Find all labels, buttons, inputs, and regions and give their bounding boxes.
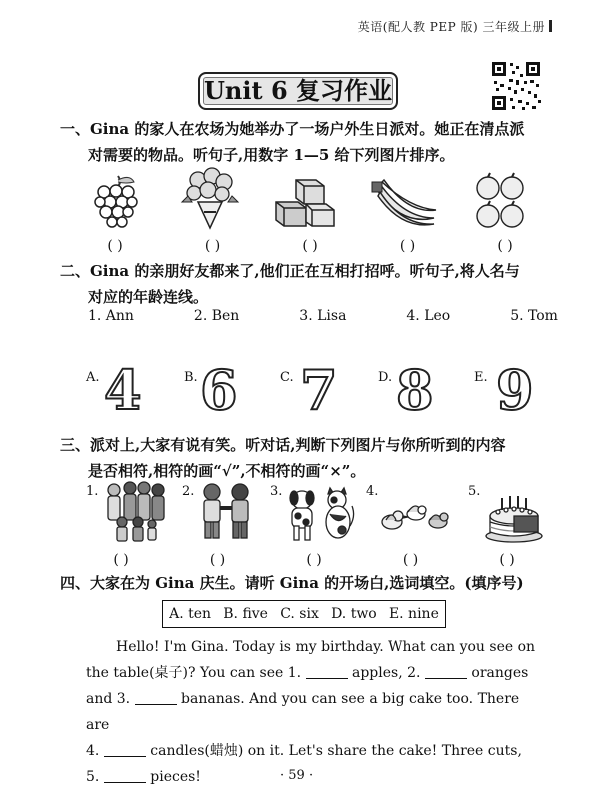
answer-bracket-4[interactable]: ( ) [399,238,416,254]
section1-answer-row [80,238,540,254]
option-item: A. ten [169,606,212,622]
age-letter: A. [86,370,100,385]
passage-text: apples, 2. [352,665,421,681]
blank-field-1[interactable] [306,664,348,679]
handshake-icon [196,482,256,542]
section2-line1: 二、Gina 的亲朋好友都来了,他们正在互相打招呼。听句子,将人名与 [60,262,520,280]
section1-instructions [60,116,524,168]
number-four-icon: 4 [104,358,142,422]
passage-text: candles(蜡烛) on it. Let's share the cake! Three cuts, [150,743,522,759]
passage-line-2 [86,660,546,686]
answer-bracket-2[interactable]: ( ) [204,238,221,254]
blank-field-3[interactable] [135,690,177,705]
section1-line2: 对需要的物品。听句子,用数字 1—5 给下列图片排序。 [88,146,455,164]
boxes-icon [272,174,336,230]
page-title: Unit 6 复习作业 [198,72,398,110]
option-item: E. nine [388,606,439,622]
answer-bracket-2[interactable]: ( ) [209,552,226,568]
name-item: 2. Ben [193,308,240,324]
name-list [88,308,558,324]
passage-text: bananas. And you can see a big cake too. There are [86,691,520,733]
passage-text: Hello! I'm Gina. Today is my birthday. What can you see on [116,639,536,655]
reading-passage [86,634,546,790]
age-letter: E. [474,370,488,385]
apples-icon [472,172,528,232]
picture-label: 5. [468,484,481,499]
section2-line2: 对应的年龄连线。 [88,288,209,306]
blank-field-4[interactable] [104,742,146,757]
option-item: D. two [331,606,377,622]
name-item: 1. Ann [88,308,134,324]
passage-text: 4. [86,743,100,759]
header-bar [549,20,552,32]
picture-label: 2. [182,484,195,499]
answer-bracket-3[interactable]: ( ) [306,552,322,568]
passage-text: the table(桌子)? You can see 1. [86,665,302,681]
answer-bracket-5[interactable]: ( ) [499,552,515,568]
option-item: C. six [280,606,319,622]
page-number: · 59 · [280,768,314,783]
blank-field-5[interactable] [104,768,146,783]
birds-icon [378,496,450,536]
answer-bracket-1[interactable]: ( ) [107,238,123,254]
passage-line-1 [86,634,546,660]
qr-code-icon [490,60,542,112]
page-header [358,18,552,35]
answer-bracket-1[interactable]: ( ) [113,552,129,568]
age-letter: B. [184,370,198,385]
picture-label: 3. [270,484,283,499]
name-item: 3. Lisa [299,308,347,324]
section2-instructions [60,258,520,310]
number-eight-icon: 8 [396,358,434,422]
cake-icon [484,490,544,544]
name-item: 5. Tom [510,308,558,324]
passage-text: pieces! [150,769,201,785]
section3-line1: 三、派对上,大家有说有笑。听对话,判断下列图片与你所听到的内容 [60,436,506,454]
passage-line-4 [86,738,546,764]
answer-bracket-3[interactable]: ( ) [302,238,318,254]
header-text: 英语(配人教 PEP 版) 三年级上册 [357,20,545,34]
family-icon [100,478,170,544]
option-item: B. five [223,606,268,622]
flowers-icon [180,166,240,232]
passage-line-3 [86,686,546,738]
grapes-icon [88,172,148,232]
bananas-icon [370,178,440,230]
blank-field-2[interactable] [425,664,467,679]
section4-line1: 四、大家在为 Gina 庆生。请听 Gina 的开场白,选词填空。(填序号) [60,574,524,592]
age-letter: C. [280,370,294,385]
name-item: 4. Leo [406,308,451,324]
section3-answer-row [86,552,542,568]
passage-text: oranges [471,665,529,681]
passage-text: and 3. [86,691,131,707]
age-letter: D. [378,370,393,385]
section3-line2: 是否相符,相符的画“√”,不相符的画“×”。 [88,462,366,480]
picture-label: 1. [86,484,99,499]
dog-cat-icon [284,486,356,544]
number-six-icon: 6 [200,358,238,422]
section1-line1: 一、Gina 的家人在农场为她举办了一场户外生日派对。她正在清点派 [60,120,525,138]
number-seven-icon: 7 [300,358,338,422]
section4-instructions [60,570,524,596]
word-options-box [162,600,446,628]
section3-instructions [60,432,505,484]
answer-bracket-5[interactable]: ( ) [497,238,513,254]
number-nine-icon: 9 [496,358,534,422]
passage-line-5 [86,764,546,790]
answer-bracket-4[interactable]: ( ) [402,552,419,568]
picture-label: 4. [366,484,379,499]
passage-text: 5. [86,769,100,785]
